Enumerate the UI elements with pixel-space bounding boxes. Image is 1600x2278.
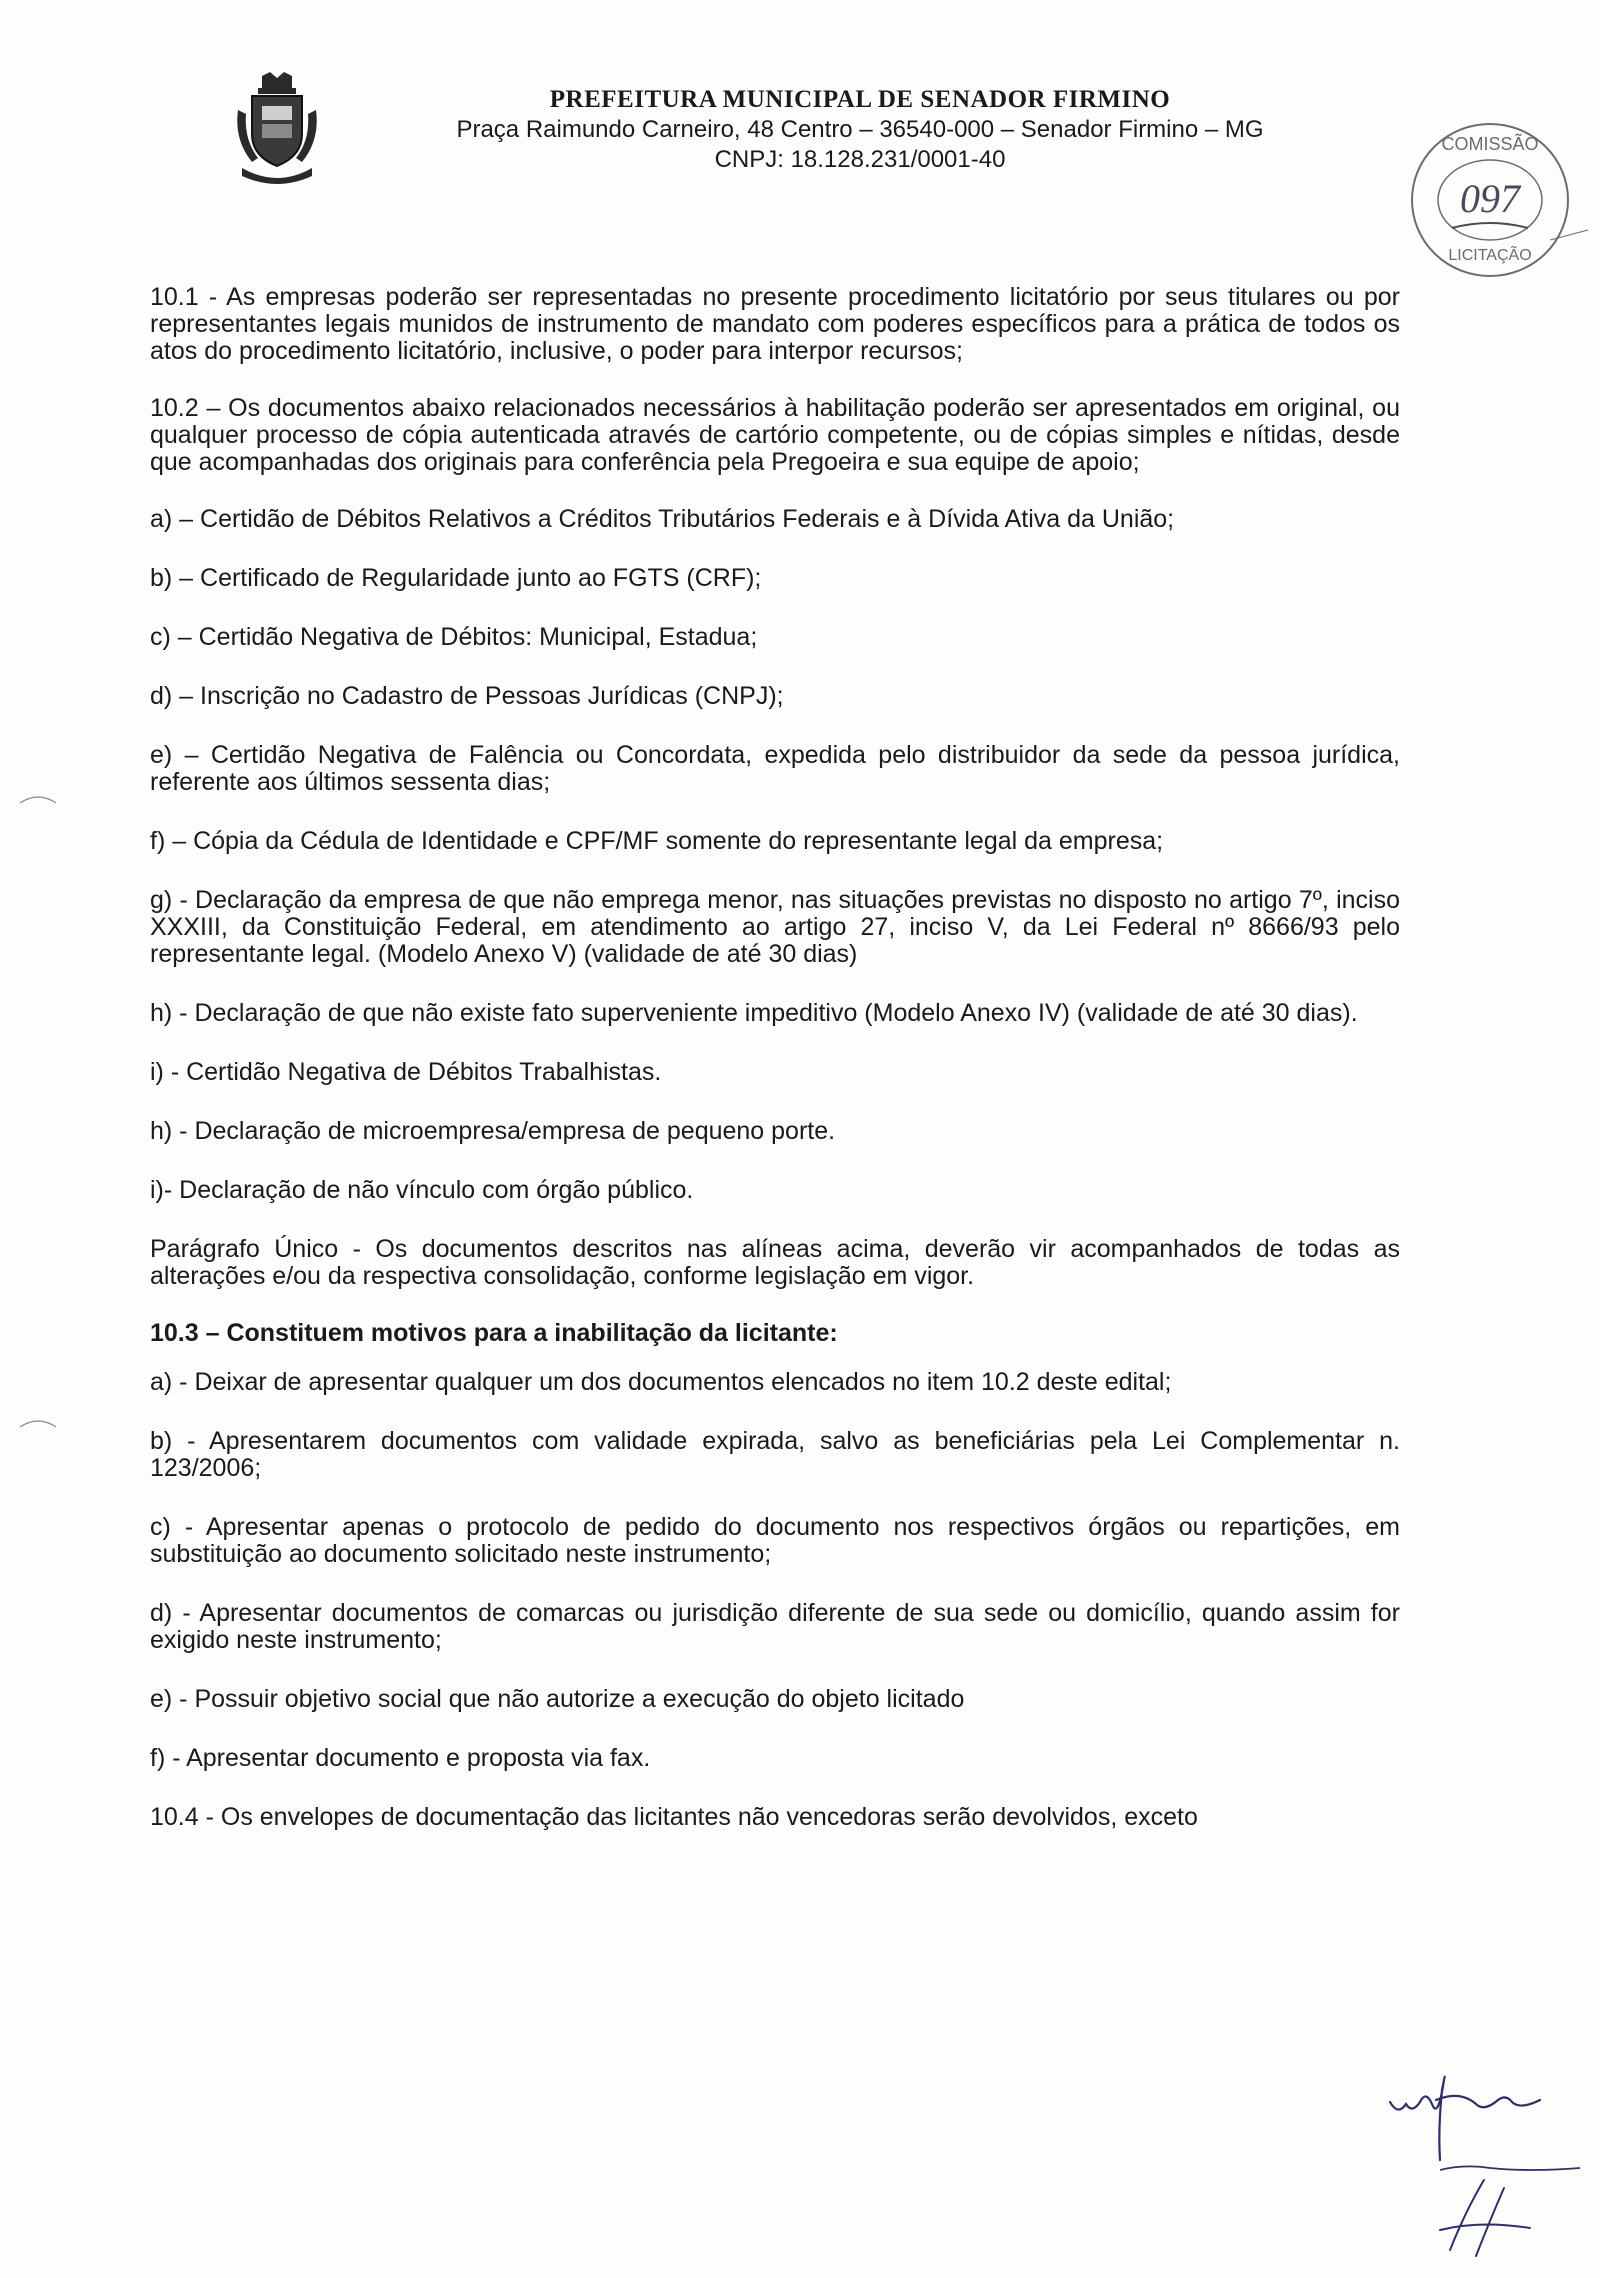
- stamp-number: 097: [1460, 176, 1520, 221]
- list-item: a) - Deixar de apresentar qualquer um dos documentos elencados no item 10.2 deste edital;: [150, 1368, 1172, 1396]
- organization-address: Praça Raimundo Carneiro, 48 Centro – 36540-000 – Senador Firmino – MG: [456, 116, 1264, 143]
- list-item: b) – Certificado de Regularidade junto ao FGTS (CRF);: [150, 564, 762, 592]
- list-item: d) - Apresentar documentos de comarcas ou jurisdição diferente de sua sede ou domicílio, quando assim for exigido neste instrumento;: [150, 1599, 1400, 1654]
- list-item: f) – Cópia da Cédula de Identidade e CPF/MF somente do representante legal da empresa;: [150, 827, 1164, 855]
- list-item: i)- Declaração de não vínculo com órgão público.: [150, 1176, 694, 1204]
- stamp-top-text: COMISSÃO: [1441, 134, 1539, 154]
- list-item: g) - Declaração da empresa de que não emprega menor, nas situações previstas no disposto no artigo 7º, inciso XXXIII, da Constituição Federal, em atendimento ao artigo 27, inciso V, da Lei Federal nº 8666/93 pelo representante legal. (Modelo Anexo V) (validade de até 30 dias): [150, 886, 1400, 968]
- list-item: f) - Apresentar documento e proposta via fax.: [150, 1744, 651, 1772]
- paragrafo-unico: Parágrafo Único - Os documentos descritos nas alíneas acima, deverão vir acompanhados de todas as alterações e/ou da respectiva consolidação, conforme legislação em vigor.: [150, 1235, 1400, 1290]
- section-heading-10-3: 10.3 – Constituem motivos para a inabilitação da licitante:: [150, 1319, 838, 1347]
- stamp-bottom-text: LICITAÇÃO: [1448, 247, 1532, 264]
- paragraph-10-1: 10.1 - As empresas poderão ser representadas no presente procedimento licitatório por seus titulares ou por representantes legais munidos de instrumento de mandato com poderes específicos para a prática de todos os atos do procedimento licitatório, inclusive, o poder para interpor recursos;: [150, 283, 1400, 365]
- list-item: c) - Apresentar apenas o protocolo de pedido do documento nos respectivos órgãos ou repartições, em substituição ao documento solicitado neste instrumento;: [150, 1513, 1400, 1568]
- required-documents-list: [150, 506, 1400, 1204]
- organization-name: PREFEITURA MUNICIPAL DE SENADOR FIRMINO: [549, 86, 1171, 113]
- list-item: i) - Certidão Negativa de Débitos Trabalhistas.: [150, 1058, 662, 1086]
- paragraph-10-2: 10.2 – Os documentos abaixo relacionados necessários à habilitação poderão ser apresentados em original, ou qualquer processo de cópia autenticada através de cartório competente, ou de cópias simples e nítidas, desde que acompanhadas dos originais para conferência pela Pregoeira e sua equipe de apoio;: [150, 394, 1400, 476]
- handwritten-signature: [1380, 2060, 1590, 2270]
- list-item: b) - Apresentarem documentos com validade expirada, salvo as beneficiárias pela Lei Complementar n. 123/2006;: [150, 1427, 1400, 1482]
- list-item: e) – Certidão Negativa de Falência ou Concordata, expedida pelo distribuidor da sede da pessoa jurídica, referente aos últimos sessenta dias;: [150, 741, 1400, 796]
- list-item: h) - Declaração de que não existe fato superveniente impeditivo (Modelo Anexo IV) (validade de até 30 dias).: [150, 999, 1358, 1027]
- margin-mark: [18, 1416, 58, 1428]
- list-item: e) - Possuir objetivo social que não autorize a execução do objeto licitado: [150, 1685, 965, 1713]
- margin-mark: [18, 792, 58, 804]
- commission-stamp: [1390, 110, 1590, 290]
- paragraph-10-4: 10.4 - Os envelopes de documentação das licitantes não vencedoras serão devolvidos, exceto: [150, 1803, 1198, 1831]
- disqualification-reasons-list: [150, 1369, 1400, 1772]
- municipal-crest-icon: [232, 70, 322, 188]
- list-item: c) – Certidão Negativa de Débitos: Municipal, Estadua;: [150, 623, 758, 651]
- list-item: a) – Certidão de Débitos Relativos a Créditos Tributários Federais e à Dívida Ativa da União;: [150, 505, 1175, 533]
- letterhead: [380, 86, 1340, 174]
- organization-cnpj: CNPJ: 18.128.231/0001-40: [714, 146, 1006, 173]
- list-item: h) - Declaração de microempresa/empresa de pequeno porte.: [150, 1117, 836, 1145]
- document-body: [150, 284, 1400, 1861]
- list-item: d) – Inscrição no Cadastro de Pessoas Jurídicas (CNPJ);: [150, 682, 784, 710]
